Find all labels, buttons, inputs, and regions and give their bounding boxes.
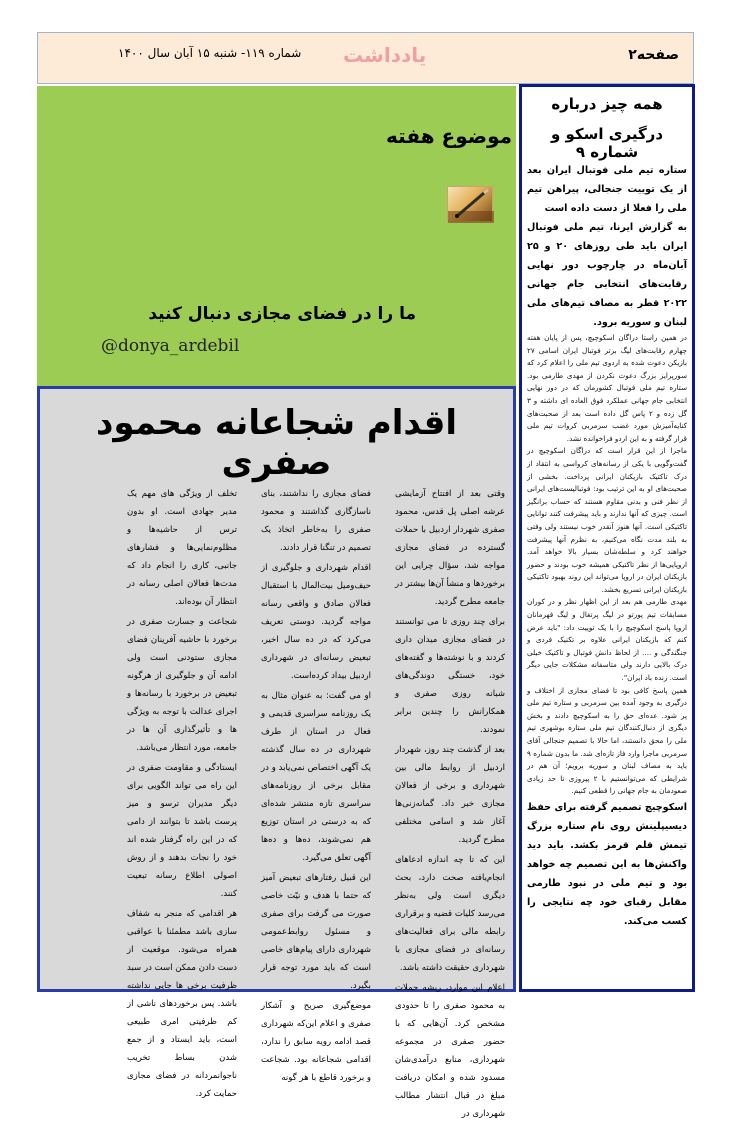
follow-us-text: ما را در فضای مجازی دنبال کنید — [148, 304, 416, 324]
weekly-topic-label: موضوع هفته — [386, 124, 512, 148]
article-paragraph: او می گفت: به عنوان مثال به یک روزنامه سراسری قدیمی و فعال در استان از طرف شهرداری در ده سال گذشته یک آگهی اختصاص نمی‌یابد و در مقابل برخی از روزنامه‌های سراسری تازه منتشر شده‌ای که به درستی در استان توزیع هم نمی‌شوند، ده‌ها و ده‌ها آگهی تعلق می‌گیرد. — [261, 691, 371, 863]
article-headline: اقدام شجاعانه محمود صفری — [95, 403, 457, 483]
issue-info: شماره ۱۱۹- شنبه ۱۵ آبان سال ۱۴۰۰ — [118, 46, 302, 60]
sidebar-paragraph: مهدی طارمی هم بعد از این اظهار نظر و در کوران مسابقات تیم پورتو در لیگ پرتغال و لیگ قهرمانان اروپا پاسخ اسکوچیچ را با یک توییت داد: "باید عرض کنم که بازیکنان ایرانی علاوه بر تکنیک فردی و جنگندگی و .... از لحاظ دانش فوتبال و تاکتیک خیلی درک بالایی دارند ولی متاسفانه مشکلات جایی دیگر است. زنده باد ایران". — [527, 597, 687, 683]
weekly-topic-panel — [37, 86, 516, 386]
article-paragraph: اعلام این موارد، ریشه حملات به محمود صفری را تا حدودی مشخص کرد. آن‌هایی که با حضور صفری در مجموعه شهرداری، منابع درآمدی‌شان مسدود شده و امکان دریافت مبلغ در قبال انتشار مطالب شهرداری در — [395, 983, 505, 1119]
sidebar-closing: اسکوچیچ تصمیم گرفته برای حفظ دیسیپلینش روی نام ستاره بزرگ تیمش قلم قرمز بکشد. باید دید واکنش‌ها به این تصمیم چه خواهد بود و تیم ملی در نبود طارمی مقابل رقبای خود چه نتایجی را کسب می‌کند. — [527, 801, 687, 927]
sidebar-paragraph: همین پاسخ کافی بود تا فضای مجازی از اختلاف و درگیری به وجود آمده بین سرمربی و ستاره تیم ملی پر شود. عده‌ای حق را به اسکوچیچ دادند و بخش دیگری از دنبال‌کنندگان تیم ملی ستاره بوشهری تیم ملی را محق دانستند، اما حالا با تصمیم جنجالی آقای سرمربی ماجرا وارد فاز تازه‌ای شد. ما بدون شماره ۹ باید به مصاف لبنان و سوریه برویم؛ آن هم در شرایطی که می‌توانستیم با ۲ پیروزی تا حد زیادی صعودمان به جام جهانی را قطعی کنیم. — [527, 685, 687, 796]
article-paragraph: هر اقدامی که منجر به شفاف سازی باشد مطمئنا با عواقبی همراه می‌شود. موقعیت از دست دادن ممکن است در سبد ظرفیت برخی ها جایی نداشته باشد. پس برخوردهای ناشی از کم ظرفیتی امری طبیعی است، باید ایستاد و از جمع شدن بساط تخریب ناجوانمردانه در فضای مجازی حمایت کرد. — [127, 909, 237, 1099]
sidebar-title-line1: همه چیز درباره — [551, 95, 663, 113]
article-paragraph: این که تا چه اندازه ادعاهای انجام‌یافته صحت دارد، بحث دیگری است ولی به‌نظر می‌رسد کلیات قضیه و برقراری رابطه مالی برای فعالیت‌های رسانه‌ای در فضای مجازی با شهرداری حقیقت داشته باشد. — [395, 855, 505, 973]
article-paragraph: وقتی بعد از افتتاح آزمایشی عرشه اصلی پل قدس، محمود صفری شهردار اردبیل با حملات گسترده در فضای مجازی مواجه شد، سؤال چرایی این برخوردها و منشأ آن‌ها بیشتر در جامعه مطرح گردید. — [395, 489, 505, 607]
page-header — [37, 32, 694, 84]
page-number: صفحه۲ — [628, 47, 679, 63]
sidebar-paragraph: ماجرا از این قرار است که دراگان اسکوچیچ در گفت‌وگویی با یکی از رسانه‌های کرواسی به انتقاد از درک تاکتیک بازیکنان ایرانی پرداخت. بخشی از صحبت‌های او به این ترتیب بود: فوتبالیست‌های ایرانی از نظر فنی و بدنی مقاوم هستند که حساب برانگیز است. چیزی که آنها ندارند و باید پیشرفت کنند توانایی تاکتیکی است. آنها هنوز آنقدر خوب نیستند ولی وقتی به بلند مدت نگاه می‌کنیم، به نظرم آنها پیشرفت خواهند کرد و سلطه‌شان بسیار بالا خواهد آمد. اروپایی‌ها از نظر تاکتیکی همیشه خوب بودند و حضور بازیکنان ایران در اروپا می‌تواند این روند بهبود تاکتیکی بازیکنان ایرانی تسریع بخشد. — [527, 446, 687, 594]
article-paragraph: بعد از گذشت چند روز، شهردار اردبیل از روابط مالی بین شهرداری و برخی از فعالان مجازی خبر داد. گمانه‌زنی‌ها آغاز شد و اسامی مختلفی مطرح گردید. — [395, 745, 505, 845]
section-title: یادداشت — [343, 43, 427, 67]
article-paragraph: برای چند روزی تا می توانستند در فضای مجازی میدان داری کردند و با نوشته‌ها و گفته‌های خود، خستگی دوندگی‌های شبانه روزی صفری و همکارانش را چندین برابر نمودند. — [395, 617, 505, 735]
social-handle[interactable]: @donya_ardebil — [101, 336, 240, 356]
article-column-2 — [261, 485, 371, 1083]
article-paragraph: تخلف از ویژگی های مهم یک مدیر جهادی است. او بدون ترس از حاشیه‌ها و مظلوم‌نمایی‌ها و فشارهای جانبی، کاری را انجام داد که مدت‌ها فعالان اصلی رسانه در انتظار آن بوده‌اند. — [127, 489, 237, 607]
sidebar-lead: به گزارش ایرنا، تیم ملی فوتبال ایران باید طی روزهای ۲۰ و ۲۵ آبان‌ماه در چارچوب دور نهایی رقابت‌های انتخابی جام جهانی ۲۰۲۲ قطر به مصاف تیم‌های ملی لبنان و سوریه برود. — [527, 222, 687, 328]
pen-writing-icon — [447, 186, 493, 222]
article-paragraph: اقدام شهرداری و جلوگیری از حیف‌ومیل بیت‌المال با استقبال فعالان صادق و واقعی رسانه مواجه گردید. دوستی تعریف می‌کرد که در ده سال اخیر، تبعیض رسانه‌ای در شهرداری اردبیل بیداد کرده‌است. — [261, 563, 371, 681]
article-paragraph: این قبیل رفتارهای تبعیض آمیز که حتما با هدف و نیّت خاصی صورت می گرفت برای صفری و مسئول روابط‌عمومی شهرداری دارای پیام‌های خاصی است که باید مورد توجه قرار بگیرد. — [261, 873, 371, 991]
article-column-1 — [395, 485, 505, 1119]
sidebar-news — [519, 84, 695, 992]
sidebar-paragraph: در همین راستا دراگان اسکوچیچ، پس از پایان هفته چهارم رقابت‌های لیگ برتر فوتبال ایران اسامی ۲۷ بازیکن دعوت شده به اردوی تیم ملی را اعلام کرد که سورپرایز بزرگ دعوت نکردن از مهدی طارمی بود. ستاره تیم ملی فوتبال کشورمان که در دور نهایی انتخابی جام جهانی عملکرد فوق العاده ای داشته و ۳ گل زده و ۲ پاس گل داده است بعد از صحبت‌های کنایه‌آمیزش مورد غضب سرمربی کروات تیم ملی قرار گرفته و به این اردو فراخوانده نشد. — [527, 333, 687, 443]
main-article — [37, 386, 516, 1119]
article-paragraph: ایستادگی و مقاومت صفری در این راه می تواند الگویی برای دیگر مدیران ترسو و میز پرست باشد تا بتوانند از دامی که در این راه گرفتار شده اند خود را نجات بدهند و از روش اصولی اطلاع رسانه تبعیت کنند. — [127, 763, 237, 899]
article-paragraph: موضع‌گیری صریح و آشکار صفری و اعلام این‌که شهرداری قصد ادامه رویه سابق را ندارد، اقدامی شجاعانه بود. شجاعت و برخورد قاطع با هر گونه — [261, 1001, 371, 1083]
article-paragraph: شجاعت و جسارت صفری در برخورد با حاشیه آفرینان فضای مجازی ستودنی است ولی ادامه آن و جلوگیری از هرگونه تبعیض در برخورد با رسانه‌ها و اجرای عدالت با توجه به ویژگی ها و تأثیرگذاری آن ها در جامعه، مورد انتظار می‌باشد. — [127, 617, 237, 753]
article-column-3 — [127, 485, 237, 1099]
sidebar-lead: ستاره تیم ملی فوتبال ایران بعد از یک توییت جنجالی، پیراهن تیم ملی را فعلا از دست داده است — [527, 165, 687, 214]
article-paragraph: فضای مجازی را نداشتند، بنای ناسازگاری گذاشتند و محمود صفری را به‌خاطر اتخاذ یک تصمیم در تنگنا قرار دادند. — [261, 489, 371, 553]
sidebar-title-line2: درگیری اسکو و شماره ۹ — [550, 125, 664, 161]
